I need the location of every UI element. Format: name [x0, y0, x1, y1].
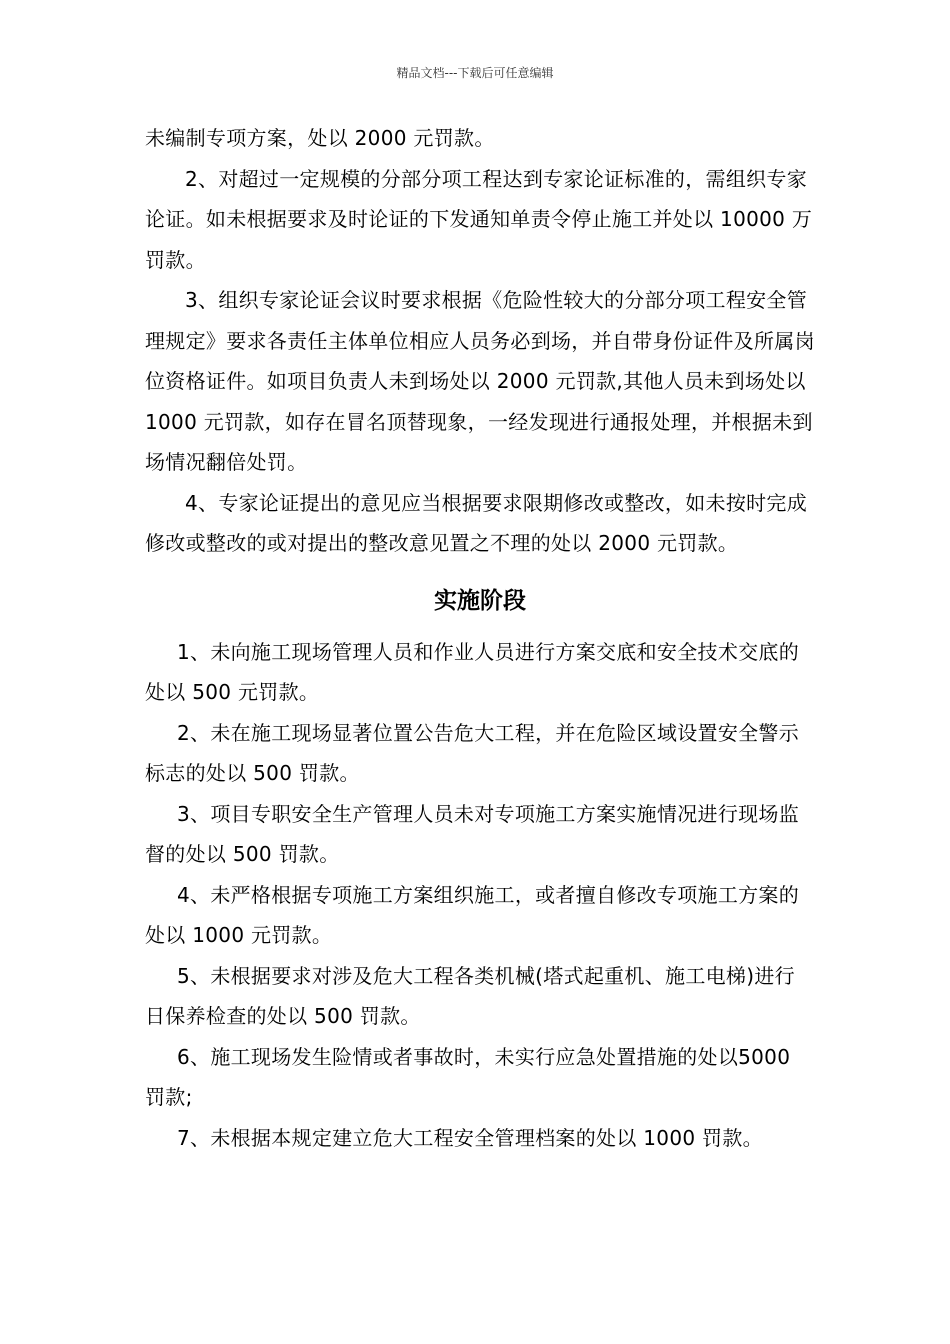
section-item-2: 2、未在施工现场显著位置公告危大工程，并在危险区域设置安全警示标志的处以 500 罚款。	[145, 720, 800, 785]
paragraph-item-3: 3、组织专家论证会议时要求根据《危险性较大的分部分项工程安全管理规定》要求各责任主体单位相应人员务必到场，并自带身份证件及所属岗位资格证件。如项目负责人未到场处以 2000 元罚款,其他人员未到场处以 1000 元罚款，如存在冒名顶替现象，一经发现进行通报处理，并根据未到场情况翻倍处罚。	[145, 288, 815, 474]
section-item-6: 6、施工现场发生险情或者事故时，未实行应急处置措施的处以5000 罚款;	[145, 1044, 791, 1109]
section-item-5: 5、未根据要求对涉及危大工程各类机械(塔式起重机、施工电梯)进行日保养检查的处以 500 罚款。	[145, 963, 795, 1028]
section-item-3: 3、项目专职安全生产管理人员未对专项施工方案实施情况进行现场监督的处以 500 罚款。	[145, 801, 800, 866]
page-header: 精品文档---下载后可任意编辑	[396, 66, 554, 80]
paragraph-item-4: 4、专家论证提出的意见应当根据要求限期修改或整改，如未按时完成修改或整改的或对提出的整改意见置之不理的处以 2000 元罚款。	[145, 490, 808, 555]
paragraph-continuation: 未编制专项方案，处以 2000 元罚款。	[145, 126, 495, 150]
section-item-1: 1、未向施工现场管理人员和作业人员进行方案交底和安全技术交底的处以 500 元罚款。	[145, 639, 800, 704]
section-item-7: 7、未根据本规定建立危大工程安全管理档案的处以 1000 罚款。	[177, 1125, 763, 1150]
section-item-4: 4、未严格根据专项施工方案组织施工，或者擅自修改专项施工方案的处以 1000 元罚款。	[145, 882, 800, 947]
section-title: 实施阶段	[434, 587, 526, 614]
paragraph-item-2: 2、对超过一定规模的分部分项工程达到专家论证标准的，需组织专家论证。如未根据要求及时论证的下发通知单责令停止施工并处以 10000 万罚款。	[145, 166, 813, 272]
document-body	[145, 118, 815, 1158]
